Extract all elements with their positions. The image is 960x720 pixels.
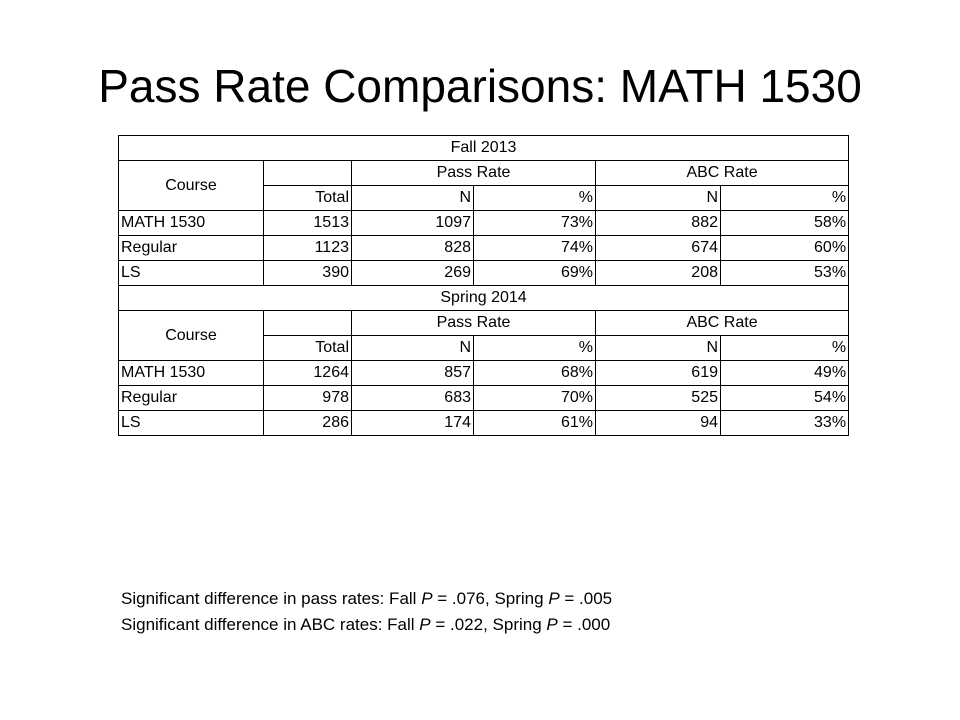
total-cell: 286 xyxy=(264,411,352,436)
p-value-text: = .000 xyxy=(557,615,611,634)
table-row xyxy=(119,261,849,286)
pass-pct-cell: 68% xyxy=(474,361,596,386)
abc-pct-header: % xyxy=(721,186,849,211)
note-prefix: Significant difference in ABC rates: Fall xyxy=(121,615,420,634)
term-title: Spring 2014 xyxy=(119,286,849,311)
p-value-text: = .022, Spring xyxy=(430,615,547,634)
header-row-top xyxy=(119,161,849,186)
term-row xyxy=(119,136,849,161)
abc-n-cell: 525 xyxy=(596,386,721,411)
pass-n-cell: 174 xyxy=(352,411,474,436)
p-symbol: P xyxy=(421,589,433,608)
pass-rate-header: Pass Rate xyxy=(352,161,596,186)
p-symbol: P xyxy=(546,615,558,634)
p-symbol: P xyxy=(419,615,431,634)
table-row xyxy=(119,411,849,436)
pass-pct-cell: 73% xyxy=(474,211,596,236)
p-value-text: = .005 xyxy=(559,589,613,608)
total-header: Total xyxy=(264,186,352,211)
note-prefix: Significant difference in pass rates: Fall xyxy=(121,589,422,608)
course-cell: LS xyxy=(119,411,264,436)
abc-pct-cell: 53% xyxy=(721,261,849,286)
term-title: Fall 2013 xyxy=(119,136,849,161)
abc-pct-cell: 33% xyxy=(721,411,849,436)
course-cell: MATH 1530 xyxy=(119,211,264,236)
abc-pct-cell: 60% xyxy=(721,236,849,261)
p-symbol: P xyxy=(548,589,560,608)
pass-pct-header: % xyxy=(474,186,596,211)
abc-pct-cell: 49% xyxy=(721,361,849,386)
p-value-text: = .076, Spring xyxy=(432,589,549,608)
pass-n-cell: 857 xyxy=(352,361,474,386)
header-row-top xyxy=(119,311,849,336)
pass-n-cell: 1097 xyxy=(352,211,474,236)
table-row xyxy=(119,361,849,386)
table-row xyxy=(119,211,849,236)
total-cell: 1513 xyxy=(264,211,352,236)
pass-pct-header: % xyxy=(474,336,596,361)
pass-pct-cell: 69% xyxy=(474,261,596,286)
abc-n-cell: 94 xyxy=(596,411,721,436)
pass-pct-cell: 70% xyxy=(474,386,596,411)
slide-title: Pass Rate Comparisons: MATH 1530 xyxy=(98,60,862,112)
table-row xyxy=(119,236,849,261)
abc-n-cell: 882 xyxy=(596,211,721,236)
course-cell: Regular xyxy=(119,386,264,411)
pass-pct-cell: 61% xyxy=(474,411,596,436)
abc-n-cell: 674 xyxy=(596,236,721,261)
pass-rate-table xyxy=(118,135,849,436)
pass-n-cell: 269 xyxy=(352,261,474,286)
course-cell: LS xyxy=(119,261,264,286)
abc-pct-header: % xyxy=(721,336,849,361)
abc-n-header: N xyxy=(596,186,721,211)
table-row xyxy=(119,386,849,411)
pass-rate-header: Pass Rate xyxy=(352,311,596,336)
total-cell: 390 xyxy=(264,261,352,286)
pass-n-cell: 828 xyxy=(352,236,474,261)
pass-n-header: N xyxy=(352,336,474,361)
abc-rate-header: ABC Rate xyxy=(596,161,849,186)
pass-n-header: N xyxy=(352,186,474,211)
abc-n-cell: 619 xyxy=(596,361,721,386)
total-cell: 1123 xyxy=(264,236,352,261)
course-cell: MATH 1530 xyxy=(119,361,264,386)
total-cell: 978 xyxy=(264,386,352,411)
significance-notes xyxy=(121,586,612,638)
empty-header-cell xyxy=(264,161,352,186)
term-row xyxy=(119,286,849,311)
pass-n-cell: 683 xyxy=(352,386,474,411)
abc-pct-cell: 54% xyxy=(721,386,849,411)
total-cell: 1264 xyxy=(264,361,352,386)
abc-rate-note xyxy=(121,612,612,638)
empty-header-cell xyxy=(264,311,352,336)
total-header: Total xyxy=(264,336,352,361)
pass-pct-cell: 74% xyxy=(474,236,596,261)
abc-n-cell: 208 xyxy=(596,261,721,286)
pass-rate-note xyxy=(121,586,612,612)
course-cell: Regular xyxy=(119,236,264,261)
abc-n-header: N xyxy=(596,336,721,361)
course-header: Course xyxy=(119,161,264,211)
abc-rate-header: ABC Rate xyxy=(596,311,849,336)
course-header: Course xyxy=(119,311,264,361)
abc-pct-cell: 58% xyxy=(721,211,849,236)
